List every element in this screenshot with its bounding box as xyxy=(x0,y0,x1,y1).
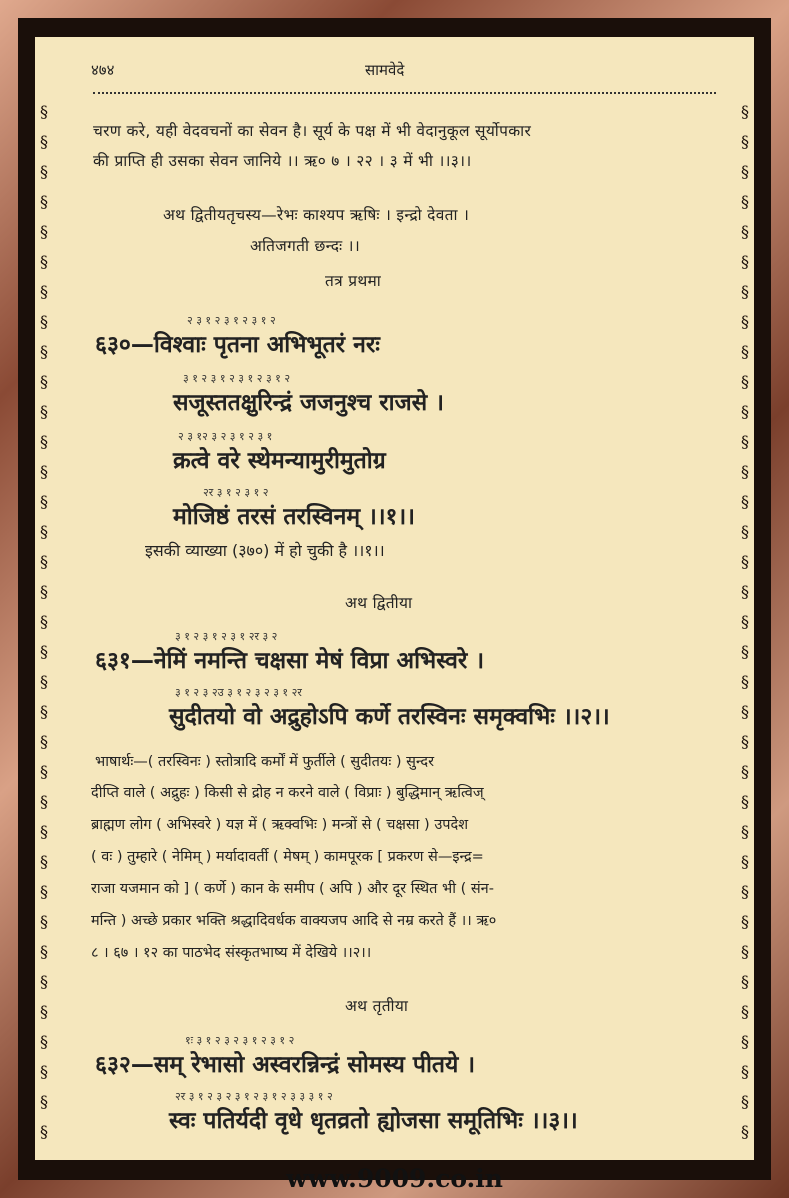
bhashartha-line: ( वः ) तुम्हारे ( नेमिम् ) मर्यादावर्ती ( मेषम् ) कामपूरक [ प्रकरण से—इन्द्र= xyxy=(91,849,484,865)
accent-marks: २र ३ १ २ ३ २ ३ १ २ ३ १ २ ३ ३ ३ १ २ xyxy=(175,1090,333,1103)
verse-631-line: सुदीतयो वो अद्रुहोऽपि कर्णे तरस्विनः समृक्वभिः ।।२।। xyxy=(169,704,610,730)
verse-630-line: मोजिष्ठं तरसं तरस्विनम् ।।१।। xyxy=(173,504,415,530)
accent-marks: ३ १ २ ३ १ २ ३ १ २ ३ १ २ xyxy=(183,372,291,385)
verse-630-line: ६३०—विश्वाः पृतना अभिभूतरं नरः xyxy=(95,332,380,358)
accent-marks: २र ३ १ २ ३ १ २ xyxy=(203,486,269,499)
left-ornament: § § § § § § § § § § § § § § § § § § § § § § § § § § § § § § § § § § § xyxy=(40,102,48,1141)
footer-url: www.9009.co.in xyxy=(286,1164,503,1193)
section-subheading: तत्र प्रथमा xyxy=(325,272,382,290)
bhashartha-line: राजा यजमान को ] ( कर्णे ) कान के समीप ( अपि ) और दूर स्थित भी ( संन- xyxy=(91,881,494,897)
right-ornament: § § § § § § § § § § § § § § § § § § § § § § § § § § § § § § § § § § § xyxy=(741,102,749,1141)
bhashartha-line: दीप्ति वाले ( अद्रुहः ) किसी से द्रोह न करने वाले ( विप्राः ) बुद्धिमान् ऋत्विज् xyxy=(91,785,484,801)
verse-630-line: क्रत्वे वरे स्थेमन्यामुरीमुतोग्र xyxy=(173,448,386,474)
verse-632-line: स्वः पतिर्यदी वृधे धृतव्रतो ह्योजसा समूतिभिः ।।३।। xyxy=(169,1108,578,1134)
section-subheading: अथ तृतीया xyxy=(345,997,409,1015)
section-heading: अथ द्वितीयतृचस्य—रेभः काश्यप ऋषिः । इन्द्रो देवता । xyxy=(163,206,470,224)
scanned-page xyxy=(35,37,754,1160)
section-subheading: अथ द्वितीया xyxy=(345,594,413,612)
intro-line: की प्राप्ति ही उसका सेवन जानिये ।। ऋ० ७ । २२ । ३ में भी ।।३।। xyxy=(93,152,472,170)
accent-marks: १ः ३ १ २ ३ २ ३ १ २ ३ १ २ xyxy=(185,1034,295,1047)
accent-marks: २ ३ १ २ ३ १ २ ३ १ २ xyxy=(187,314,276,327)
accent-marks: ३ १ २ ३ २उ ३ १ २ ३ २ ३ १ २र xyxy=(175,686,302,699)
verse-631-line: ६३१—नेमिं नमन्ति चक्षसा मेषं विप्रा अभिस्वरे । xyxy=(95,648,485,674)
intro-line: चरण करे, यही वेदवचनों का सेवन है। सूर्य के पक्ष में भी वेदानुकूल सूर्योपकार xyxy=(93,122,532,140)
bhashartha-line: ब्राह्मण लोग ( अभिस्वरे ) यज्ञ में ( ऋक्वभिः ) मन्त्रों से ( चक्षसा ) उपदेश xyxy=(91,817,469,833)
verse-630-line: सजूस्ततक्षुरिन्द्रं जजनुश्च राजसे । xyxy=(173,390,444,416)
section-heading: अतिजगती छन्दः ।। xyxy=(250,237,360,255)
verse-632-line: ६३२—सम् रेभासो अस्वरन्निन्द्रं सोमस्य पीतये । xyxy=(95,1052,476,1078)
page-title: सामवेदे xyxy=(365,61,405,79)
bhashartha-line: भाषार्थः—( तरस्विनः ) स्तोत्रादि कर्मों में फुर्तीले ( सुदीतयः ) सुन्दर xyxy=(95,754,435,770)
header-rule xyxy=(93,92,716,94)
verse-note: इसकी व्याख्या (३७०) में हो चुकी है ।।१।। xyxy=(145,541,385,560)
accent-marks: २ ३ १२ ३ २ ३ १ २ ३ १ xyxy=(178,430,273,443)
page-number: ४७४ xyxy=(91,61,115,79)
bhashartha-line: मन्ति ) अच्छे प्रकार भक्ति श्रद्धादिवर्धक वाक्यजप आदि से नम्र करते हैं ।। ऋ० xyxy=(91,913,497,929)
bhashartha-line: ८ । ६७ । १२ का पाठभेद संस्कृतभाष्य में देखिये ।।२।। xyxy=(91,945,372,961)
accent-marks: ३ १ २ ३ १ २ ३ १ २र ३ २ xyxy=(175,630,278,643)
